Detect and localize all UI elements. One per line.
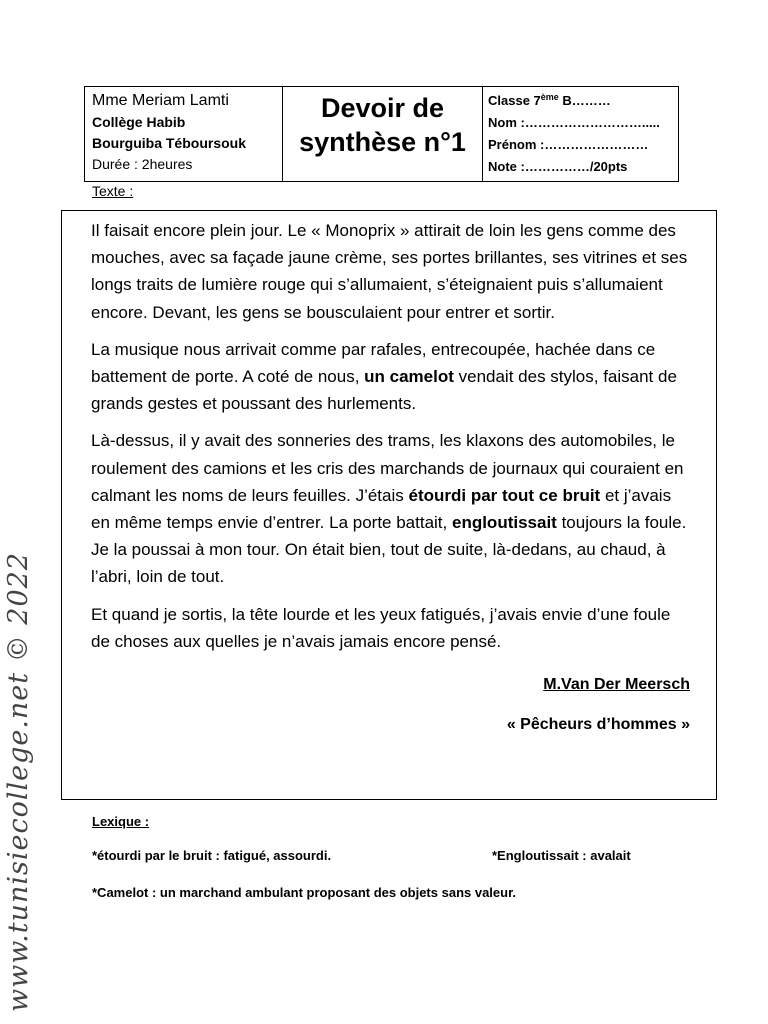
school-name-line1: Collège Habib (92, 114, 186, 130)
firstname-field: Prénom :…………………… (488, 137, 649, 152)
header-student-cell (483, 87, 678, 181)
highlighted-phrase: étourdi par tout ce bruit (408, 485, 601, 505)
text-paragraph (91, 601, 690, 655)
text-run: vendait des stylos, faisant de grands gestes et poussant des hurlements. (91, 367, 677, 414)
text-run: Là-dessus, il y avait des sonneries des trams, les klaxons des automobiles, le roulement des camions et les cris des marchands de journaux qui couraient en calmant les noms de leurs feuilles. J’étais (91, 431, 684, 505)
name-field: Nom :………………………..... (488, 115, 660, 130)
lexique-item: *Camelot : un marchand ambulant proposant des objets sans valeur. (92, 885, 517, 900)
lexique-label: Lexique : (92, 814, 150, 829)
header-school-cell (85, 87, 283, 181)
text-run: et j’avais en même temps envie d’entrer. La porte battait, (91, 485, 672, 533)
text-paragraph (91, 427, 690, 590)
reading-paragraphs (91, 217, 690, 655)
lexique-item: *Engloutissait : avalait (492, 848, 631, 863)
text-paragraph (91, 336, 690, 418)
text-run: Et quand je sortis, la tête lourde et les yeux fatigués, j’avais envie d’une foule de choses aux quelles je n’avais jamais encore pensé. (91, 604, 671, 651)
highlighted-phrase: un camelot (364, 367, 454, 387)
exam-title-line1: Devoir de (320, 93, 445, 123)
text-author: M.Van Der Meersch (543, 676, 690, 694)
header-title-cell (283, 87, 483, 181)
text-paragraph (91, 217, 690, 326)
lexique-item: *étourdi par le bruit : fatigué, assourdi. (92, 848, 332, 863)
header-table (84, 86, 679, 182)
text-run: toujours la foule. Je la poussai à mon tour. On était bien, tout de suite, là-dedans, au chaud, à l’abri, loin de tout. (91, 513, 687, 587)
text-run: Il faisait encore plein jour. Le « Monoprix » attirait de loin les gens comme des mouches, avec sa façade jaune crème, ses portes brillantes, ses vitrines et ses longs traits de lumière rouge qui s’allumaient, s’éteignaient puis s’allumaient encore. Devant, les gens se bousculaient pour entrer et sortir. (91, 221, 688, 322)
text-run: La musique nous arrivait comme par rafales, entrecoupée, hachée dans ce battement de porte. A coté de nous, (91, 339, 656, 387)
grade-field: Note :……………/20pts (488, 159, 628, 174)
teacher-name: Mme Meriam Lamti (92, 92, 229, 109)
highlighted-phrase: engloutissait (451, 513, 557, 533)
text-source-book: « Pêcheurs d’hommes » (506, 716, 690, 734)
exam-title-line2: synthèse n°1 (299, 127, 466, 157)
exam-duration: Durée : 2heures (92, 156, 193, 172)
texte-label: Texte : (92, 183, 134, 199)
reading-text-box (61, 210, 717, 800)
watermark: www.tunisiecollege.net © 2022 (3, 551, 34, 1012)
class-field: Classe 7ème B……… (488, 92, 611, 108)
school-name-line2: Bourguiba Téboursouk (92, 135, 246, 151)
